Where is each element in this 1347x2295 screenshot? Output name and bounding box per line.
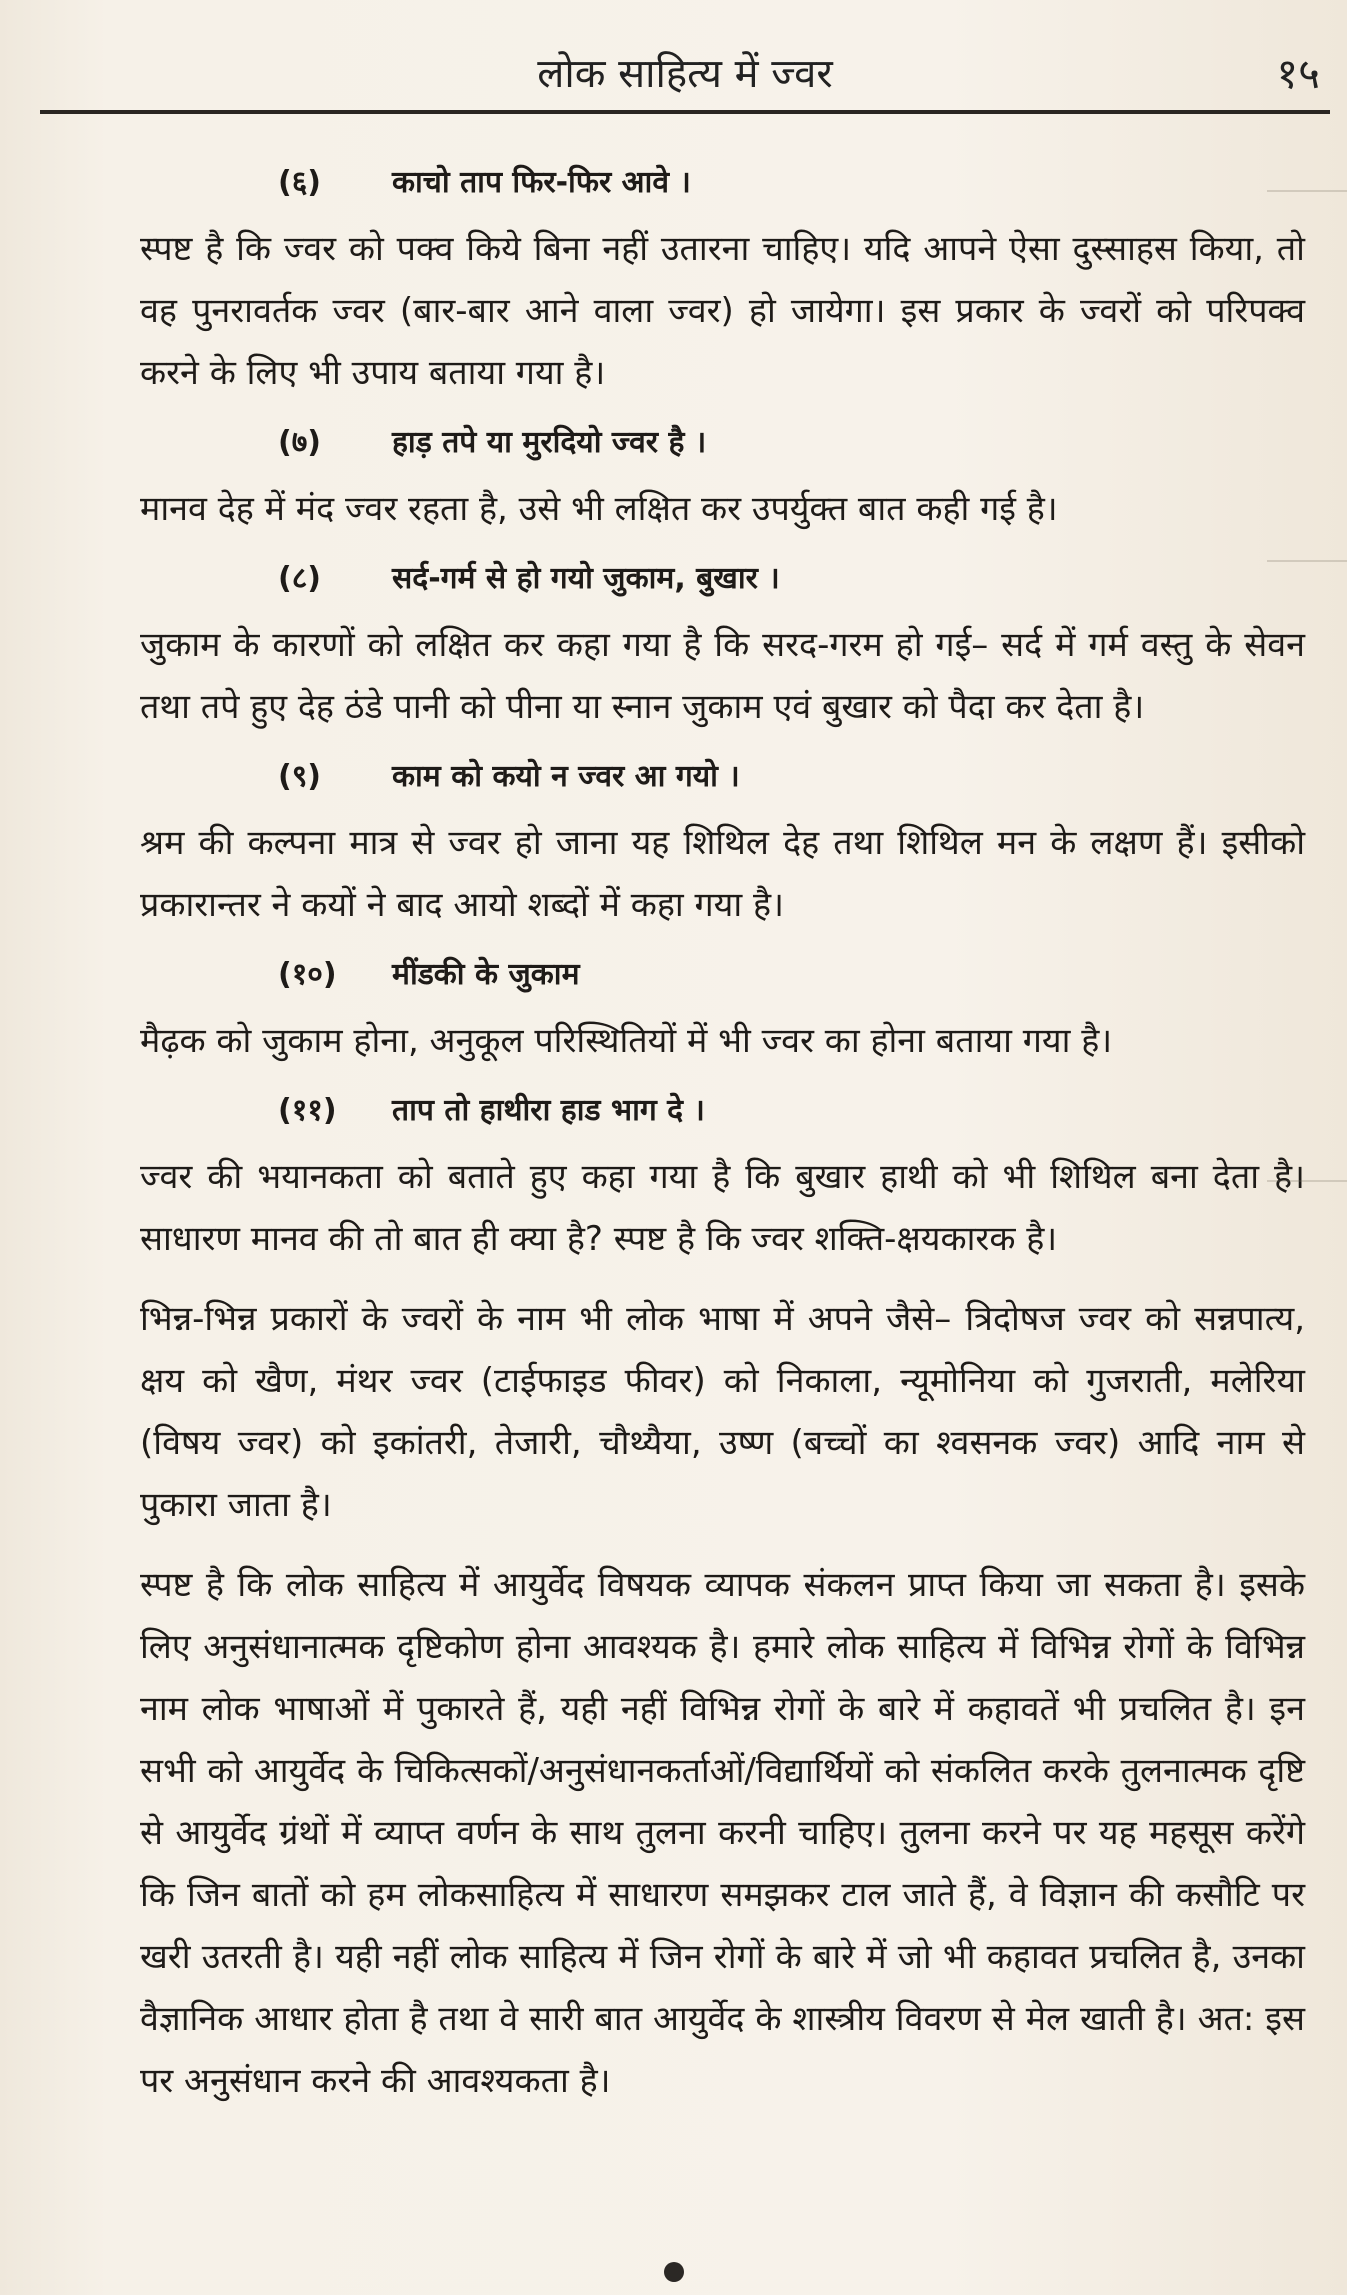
paragraph: मैढ़क को जुकाम होना, अनुकूल परिस्थितियों में भी ज्वर का होना बताया गया है। bbox=[140, 1021, 1113, 1061]
page-number: १५ bbox=[1276, 49, 1320, 98]
running-header bbox=[40, 38, 1330, 110]
paragraph: स्पष्ट है कि लोक साहित्य में आयुर्वेद विषयक व्यापक संकलन प्राप्त किया जा सकता है। इसके लिए अनुसंधानात्मक दृष्टिकोण होना आवश्यक है। हमारे लोक साहित्य में विभिन्न रोगों के विभिन्न नाम लोक भाषाओं में पुकारते हैं, यही नहीं विभिन्न रोगों के बारे में कहावतें भी प्रचलित है। इन सभी को आयुर्वेद के चिकित्सकों/अनुसंधानकर्ताओं/विद्यार्थियों को संकलित करके तुलनात्मक दृष्टि से आयुर्वेद ग्रंथों में व्याप्त वर्णन के साथ तुलना करनी चाहिए। तुलना करने पर यह महसूस करेंगे कि जिन बातों को हम लोकसाहित्य में साधारण समझकर टाल जाते हैं, वे विज्ञान की कसौटि पर खरी उतरती है। यही नहीं लोक साहित्य में जिन रोगों के बारे में जो भी कहावत प्रचलित है, उनका वैज्ञानिक आधार होता है तथा वे सारी बात आयुर्वेद के शास्त्रीय विवरण से मेल खाती है। अत: इस पर अनुसंधान करने की आवश्यकता है। bbox=[140, 1565, 1305, 2101]
saying-heading bbox=[278, 942, 1305, 1008]
page-dot-mark bbox=[664, 2262, 684, 2282]
saying-number: (८) bbox=[278, 561, 322, 596]
paragraph: जुकाम के कारणों को लक्षित कर कहा गया है कि सरद-गरम हो गई– सर्द में गर्म वस्तु के सेवन तथा तपे हुए देह ठंडे पानी को पीना या स्नान जुकाम एवं बुखार को पैदा कर देता है। bbox=[140, 625, 1305, 727]
saying-number: (७) bbox=[278, 425, 322, 460]
saying-number: (६) bbox=[278, 165, 322, 200]
paragraph: मानव देह में मंद ज्वर रहता है, उसे भी लक्षित कर उपर्युक्त बात कही गई है। bbox=[140, 489, 1058, 529]
saying-text: काचो ताप फिर-फिर आवे । bbox=[392, 165, 691, 200]
paragraph: श्रम की कल्पना मात्र से ज्वर हो जाना यह शिथिल देह तथा शिथिल मन के लक्षण हैं। इसीको प्रकारान्तर ने कयों ने बाद आयो शब्दों में कहा गया है। bbox=[140, 823, 1305, 925]
saying-heading bbox=[278, 1078, 1305, 1144]
paragraph: ज्वर की भयानकता को बताते हुए कहा गया है कि बुखार हाथी को भी शिथिल बना देता है। साधारण मानव की तो बात ही क्या है? स्पष्ट है कि ज्वर शक्ति-क्षयकारक है। bbox=[140, 1157, 1305, 1259]
saying-text: मींडकी के जुकाम bbox=[392, 957, 580, 992]
show-through-mark bbox=[1267, 1180, 1347, 1182]
saying-heading bbox=[278, 546, 1305, 612]
saying-heading bbox=[278, 744, 1305, 810]
running-title: लोक साहित्य में ज्वर bbox=[537, 51, 833, 97]
paragraph: भिन्न-भिन्न प्रकारों के ज्वरों के नाम भी लोक भाषा में अपने जैसे– त्रिदोषज ज्वर को सन्नपात्य, क्षय को खैण, मंथर ज्वर (टाईफाइड फीवर) को निकाला, न्यूमोनिया को गुजराती, मलेरिया (विषय ज्वर) को इकांतरी, तेजारी, चौथ्यैया, उष्ण (बच्चों का श्वसनक ज्वर) आदि नाम से पुकारा जाता है। bbox=[140, 1299, 1305, 1525]
show-through-mark bbox=[1267, 560, 1347, 562]
saying-text: सर्द-गर्म से हो गयो जुकाम, बुखार । bbox=[392, 561, 780, 596]
saying-number: (११) bbox=[278, 1093, 337, 1128]
page-body bbox=[140, 150, 1305, 2112]
saying-heading bbox=[278, 150, 1305, 216]
paragraph: स्पष्ट है कि ज्वर को पक्व किये बिना नहीं उतारना चाहिए। यदि आपने ऐसा दुस्साहस किया, तो वह पुनरावर्तक ज्वर (बार-बार आने वाला ज्वर) हो जायेगा। इस प्रकार के ज्वरों को परिपक्व करने के लिए भी उपाय बताया गया है। bbox=[140, 229, 1305, 393]
saying-number: (९) bbox=[278, 759, 322, 794]
saying-text: ताप तो हाथीरा हाड भाग दे । bbox=[392, 1093, 705, 1128]
saying-text: हाड़ तपे या मुरदियो ज्वर है । bbox=[392, 425, 707, 460]
saying-heading bbox=[278, 410, 1305, 476]
header-rule bbox=[40, 110, 1330, 114]
saying-text: काम को कयो न ज्वर आ गयो । bbox=[392, 759, 740, 794]
show-through-mark bbox=[1267, 190, 1347, 192]
saying-number: (१०) bbox=[278, 957, 337, 992]
